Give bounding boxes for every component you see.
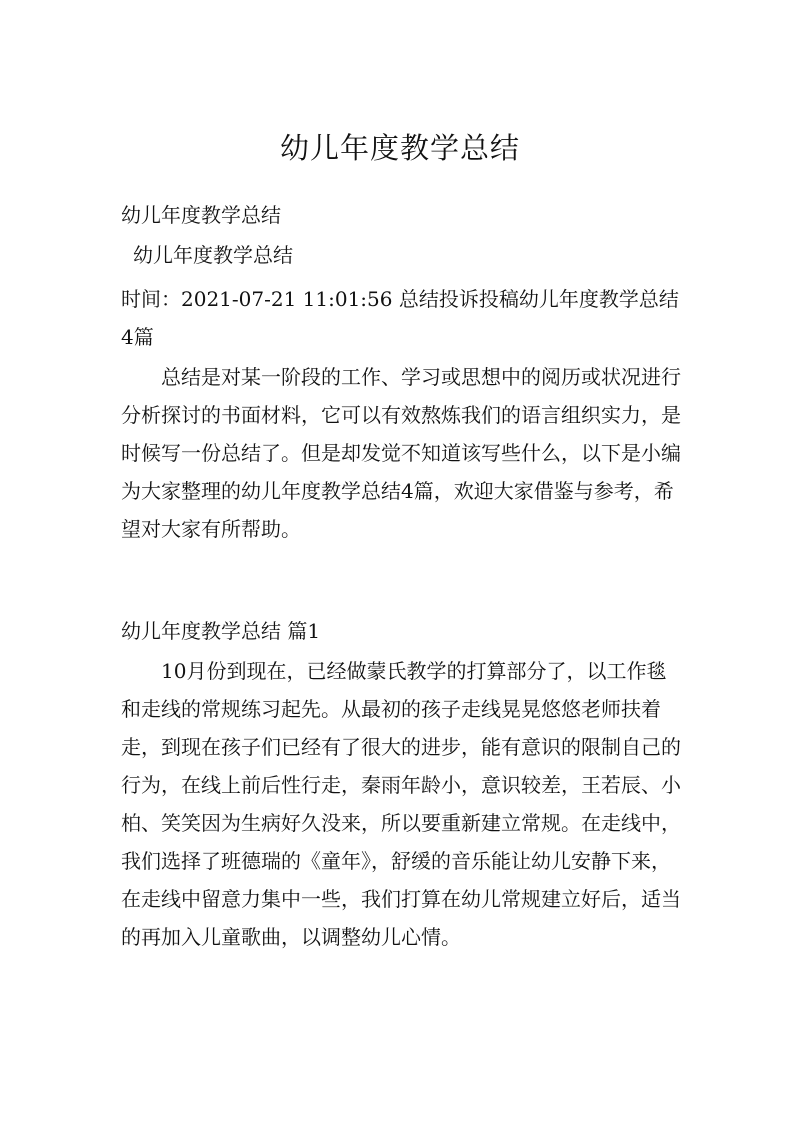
document-meta-line: 时间：2021-07-21 11:01:56 总结投诉投稿幼儿年度教学总结4篇: [121, 287, 679, 349]
section-1-paragraph: 10月份到现在，已经做蒙氏教学的打算部分了，以工作毯和走线的常规练习起先。从最初的孩子走线晃晃悠悠老师扶着走，到现在孩子们已经有了很大的进步，能有意识的限制自己的行为，在线上前后性行走，秦雨年龄小，意识较差，王若辰、小柏、笑笑因为生病好久没来，所以要重新建立常规。在走线中，我们选择了班德瑞的《童年》，舒缓的音乐能让幼儿安静下来，在走线中留意力集中一些，我们打算在幼儿常规建立好后，适当的再加入儿童歌曲，以调整幼儿心情。: [121, 659, 681, 949]
document-title: 幼儿年度教学总结: [279, 131, 520, 165]
document-subtitle-repeat: 幼儿年度教学总结: [133, 243, 293, 267]
intro-paragraph: 总结是对某一阶段的工作、学习或思想中的阅历或状况进行分析探讨的书面材料，它可以有效熬炼我们的语言组织实力，是时候写一份总结了。但是却发觉不知道该写些什么，以下是小编为大家整理的幼儿年度教学总结4篇，欢迎大家借鉴与参考，希望对大家有所帮助。: [121, 365, 681, 541]
section-1-heading: 幼儿年度教学总结 篇1: [121, 619, 321, 643]
document-subtitle: 幼儿年度教学总结: [121, 203, 281, 227]
